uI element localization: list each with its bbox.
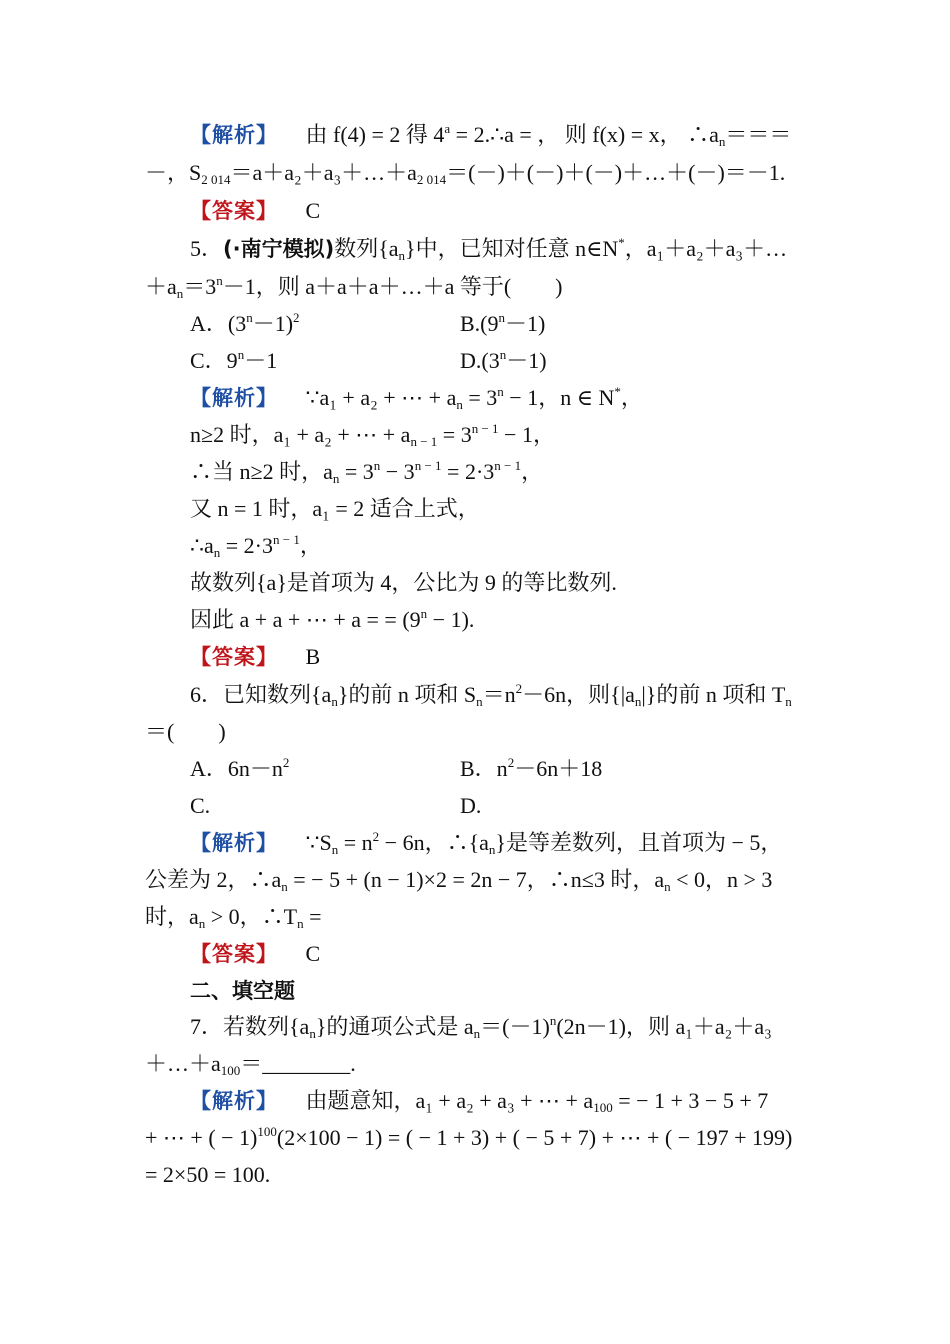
q5-solution-line1: 【解析】 ∵a₁ + a₂ + ⋯ + $a_n = 3^n - 1$，n ∈ N*， — [190, 384, 643, 412]
q4-sup: a — [444, 121, 451, 136]
q4-line2-sub1: 2 014 — [201, 172, 231, 187]
q5-solution-line3: ∴当 n≥2 时，$a_n = 3^n - 3^{n - 1} = 2\cdot 3^{n - 1}$， — [190, 458, 544, 486]
q6-answer: C — [305, 941, 321, 966]
q5-stem-line2 — [145, 272, 563, 302]
analysis-label: 【解析】 — [190, 386, 278, 410]
q5-option-a: A．$(3^n-1)^2$ — [190, 310, 300, 336]
q4-analysis-text: 由 f(4) = 2 得 4 — [305, 122, 445, 147]
q5-stem-b: }中，已知对任意 n∈N — [405, 236, 619, 261]
section-heading: 二、填空题 — [190, 979, 295, 1003]
q4-line2-rest: ＋a₂＋a₃＋…＋a — [262, 160, 417, 185]
q7-stem-line2: $+\dots+a_{100}=\_\_\_\_\_\_\_\_$. — [145, 1051, 356, 1078]
q6-option-c: C. — [190, 793, 211, 818]
q5-option-b: $B.(9^n-1)$ — [460, 310, 546, 336]
q6-stem-line1: 6．已知数列$\{a_n\}$的前 n 项和 $S_n=n^2-6n$，则$\{|a_n|\}$的前 n 项和 $T_n$ — [190, 681, 792, 709]
q4-answer: C — [305, 198, 321, 223]
answer-label: 【答案】 — [190, 942, 278, 966]
q5-solution-line4: 又 n = 1 时，a₁ = 2 适合上式， — [190, 496, 480, 521]
q4-line2-pre: －，S — [145, 160, 202, 185]
q4-analysis-text-b: = 2.∴a = ， 则 f(x) = x， ∴a — [450, 122, 719, 147]
q5-options-row1 — [190, 309, 790, 339]
analysis-label: 【解析】 — [190, 123, 278, 147]
q5-options-row2 — [190, 346, 790, 376]
q5-answer-line — [190, 642, 320, 672]
q7-solution-line1: 【解析】 由题意知，a₁ + a₂ + a₃ + ⋯ + $a_{100}$ = − 1 + 3 − 5 + 7 — [190, 1088, 769, 1115]
q4-line2-end: ＝(－)＋(－)＋(－)＋…＋(－)＝－1. — [446, 160, 786, 185]
q6-answer-line — [190, 939, 320, 969]
q5-stem-star: * — [618, 235, 625, 250]
q4-answer-line — [190, 196, 320, 226]
q7-stem-line1: 7．若数列$\{a_n\}$的通项公式是 $a_n=(-1)^n(2n-1)$，则 a₁＋a₂＋a₃ — [190, 1013, 772, 1041]
q5-stem-c: ，a₁＋a₂＋a₃＋… — [624, 236, 788, 261]
q4-analysis-line1 — [190, 120, 791, 150]
q5-option-c: C．$9^n-1$ — [190, 347, 278, 373]
analysis-label: 【解析】 — [190, 1089, 278, 1113]
q5-solution-line7: 因此 a + a + ⋯ + a = = $(9^n - 1)$. — [190, 606, 475, 632]
q5-solution-line2: n≥2 时，a₁ + a₂ + ⋯ + $a_{n - 1} = 3^{n - 1} - 1$， — [190, 421, 555, 449]
q6-options-row1 — [190, 754, 790, 784]
q5-stem-line2-b: ＝3 — [183, 274, 217, 299]
q5-option-d: $D.(3^n-1)$ — [460, 347, 547, 373]
q4-analysis-text-c: ＝＝＝ — [725, 122, 792, 147]
q5-stem-sub: n — [398, 248, 406, 263]
q5-stem-line1 — [190, 234, 787, 264]
q6-option-d: D. — [460, 793, 482, 818]
q4-sub: n — [718, 134, 726, 149]
q5-stem-line2-sub: n — [176, 286, 184, 301]
q5-solution-line6: 故数列{a}是首项为 4，公比为 9 的等比数列. — [190, 570, 617, 595]
q6-solution-line3: 时，$a_n > 0$，$\therefore T_n$ = — [145, 904, 322, 931]
q5-solution-line5: $\therefore a_n = 2\cdot 3^{n - 1}$， — [190, 532, 322, 560]
q6-option-a: A．$6n-n^2$ — [190, 755, 290, 781]
q5-stem-line2-c: －1，则 a＋a＋a＋…＋a 等于( ) — [222, 274, 563, 299]
answer-label: 【答案】 — [190, 645, 278, 669]
q4-line2-sub2: 2 014 — [416, 172, 447, 187]
q7-solution-line3: = 2×50 = 100. — [145, 1162, 271, 1187]
q5-stem-line2-sup: n — [216, 273, 223, 288]
q5-stem-a: 数列{a — [334, 236, 399, 261]
q6-solution-line1: 【解析】 $\because S_n = n^2 - 6n$，$\therefore\{a_n\}$是等差数列，且首项为 − 5， — [190, 829, 783, 857]
q6-options-row2 — [190, 791, 790, 821]
q5-answer: B — [305, 644, 321, 669]
answer-label: 【答案】 — [190, 199, 278, 223]
q5-number: 5． — [190, 236, 224, 261]
q4-line2-mid: ＝a — [230, 160, 263, 185]
q5-stem-line2-a: ＋a — [145, 274, 177, 299]
q4-analysis-line2 — [145, 158, 785, 188]
analysis-label: 【解析】 — [190, 831, 278, 855]
q7-solution-line2: + ⋯ + ( − 1)$^{100}$(2×100 − 1) = ( − 1 + 3) + ( − 5 + 7) + ⋯ + ( − 197 + 199) — [145, 1124, 793, 1150]
q6-stem-line2: ＝( ) — [145, 719, 226, 744]
q6-solution-line2: 公差为 2，$\therefore a_n$ = − 5 + (n − 1)×2 = 2n − 7，∴n≤3 时，$a_n < 0$，n > 3 — [145, 867, 773, 894]
q6-option-b: B．$n^2-6n+18$ — [460, 755, 603, 781]
q5-source: (·南宁模拟) — [223, 237, 335, 261]
